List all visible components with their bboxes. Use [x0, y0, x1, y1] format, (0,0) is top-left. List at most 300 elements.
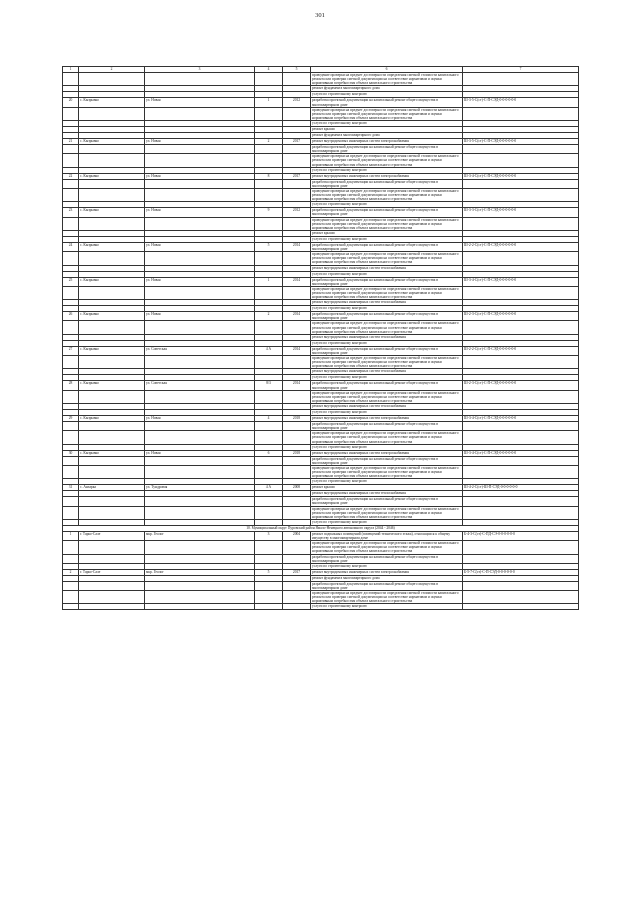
cell-text: разработка проектной документации на капитальный ремонт общего имущества в многоквартирном доме [311, 346, 463, 355]
cell-empty [255, 217, 283, 230]
cell-empty [79, 252, 145, 265]
cell-house: 3 [255, 531, 283, 540]
cell-empty [79, 107, 145, 120]
cell-empty [63, 145, 79, 154]
cell-empty [463, 286, 579, 299]
cell-empty [79, 179, 145, 188]
cell-empty [63, 154, 79, 167]
cell-empty [79, 465, 145, 478]
cell-text: ремонт внутридомовых инженерных систем электроснабжения [311, 416, 463, 422]
cell-empty [463, 465, 579, 478]
cell-text: разработка проектной документации на капитальный ремонт общего имущества в многоквартирном доме [311, 242, 463, 251]
cell-empty [463, 188, 579, 201]
cell-empty [63, 286, 79, 299]
header-cell: 3 [145, 67, 255, 73]
object-row [63, 346, 579, 355]
cell-no: 20 [63, 98, 79, 107]
cell-empty [255, 456, 283, 465]
cell-empty [463, 456, 579, 465]
cell-empty [63, 107, 79, 120]
cell-empty [463, 107, 579, 120]
cell-street: ул. Новая [145, 416, 255, 422]
work-row [63, 422, 579, 431]
cell-text: услуги по строительному контролю [311, 340, 463, 346]
cell-empty [63, 456, 79, 465]
work-row [63, 604, 579, 610]
cell-empty [463, 252, 579, 265]
cell-street: ул. Советская [145, 346, 255, 355]
cell-street: мкр. Геолог [145, 569, 255, 575]
cell-text: ремонт внутридомовых инженерных систем теплоснабжения [311, 369, 463, 375]
cell-text: услуги по строительному контролю [311, 236, 463, 242]
work-row [63, 390, 579, 403]
cell-empty [255, 286, 283, 299]
cell-empty [79, 217, 145, 230]
cell-empty [463, 422, 579, 431]
cell-text: проведение проверки на предмет достоверности определения сметной стоимости капитального ремонта или проверки сметной документации на соответствие нормативам и оценки нормативным потребностям объекта капитального строительства [311, 465, 463, 478]
cell-no: 23 [63, 208, 79, 217]
cell-text: ремонт внутридомовых инженерных систем электроснабжения [311, 139, 463, 145]
cell-text: ремонт внутридомовых инженерных систем теплоснабжения [311, 300, 463, 306]
cell-empty [283, 73, 311, 86]
cell-street: ул. Новая [145, 277, 255, 286]
cell-code: Ш-3-3-С(ст)-С-П-СЭД-0-0-0-0-0-0 [463, 208, 579, 217]
cell-text: разработка проектной документации на капитальный ремонт общего имущества в многоквартирном доме [311, 381, 463, 390]
cell-empty [255, 581, 283, 590]
cell-text: проведение проверки на предмет достоверности определения сметной стоимости капитального ремонта или проверки сметной документации на соответствие нормативам и оценки нормативным потребностям объекта капитального строительства [311, 506, 463, 519]
header-cell: 5 [283, 67, 311, 73]
cell-empty [145, 107, 255, 120]
cell-code: Ш-3-4-С(ст)-С-П-СЭД-0-0-0-0-0-0 [463, 450, 579, 456]
cell-empty [255, 252, 283, 265]
cell-empty [63, 541, 79, 554]
cell-text: проведение проверки на предмет достоверности определения сметной стоимости капитального ремонта или проверки сметной документации на соответствие нормативам и оценки нормативным потребностям объекта капитального строительства [311, 188, 463, 201]
cell-empty [79, 604, 145, 610]
cell-code: Ш-2-3-С(ст)-С-П-СЭД-0-0-0-0-0-0 [463, 312, 579, 321]
work-row [63, 541, 579, 554]
cell-text: ремонт крыши [311, 127, 463, 133]
cell-empty [63, 422, 79, 431]
cell-empty [463, 591, 579, 604]
cell-no: 31 [63, 485, 79, 491]
cell-empty [255, 188, 283, 201]
cell-place: с. Кызрывко [79, 139, 145, 145]
cell-text: ремонт внутридомовых инженерных систем теплоснабжения [311, 491, 463, 497]
cell-empty [283, 145, 311, 154]
object-row [63, 98, 579, 107]
work-row [63, 73, 579, 86]
cell-text: услуги по строительному контролю [311, 167, 463, 173]
object-row [63, 312, 579, 321]
cell-empty [283, 554, 311, 563]
cell-place: с. Кызрывко [79, 381, 145, 390]
work-row [63, 506, 579, 519]
cell-street: ул. Новая [145, 139, 255, 145]
cell-empty [145, 217, 255, 230]
cell-text: проведение проверки на предмет достоверности определения сметной стоимости капитального ремонта или проверки сметной документации на соответствие нормативам и оценки нормативным потребностям объекта капитального строительства [311, 107, 463, 120]
object-row [63, 381, 579, 390]
cell-empty [463, 145, 579, 154]
cell-text: разработка проектной документации на капитальный ремонт общего имущества в многоквартирном доме [311, 422, 463, 431]
cell-empty [463, 179, 579, 188]
cell-text: проведение проверки на предмет достоверности определения сметной стоимости капитального ремонта или проверки сметной документации на соответствие нормативам и оценки нормативным потребностям объекта капитального строительства [311, 541, 463, 554]
cell-empty [255, 497, 283, 506]
cell-text: разработка проектной документации на капитальный ремонт общего имущества в многоквартирном доме [311, 456, 463, 465]
cell-empty [283, 497, 311, 506]
cell-empty [463, 154, 579, 167]
capital-repair-table [62, 66, 579, 610]
cell-empty [255, 390, 283, 403]
cell-empty [63, 465, 79, 478]
cell-street: ул. Новая [145, 312, 255, 321]
work-row [63, 286, 579, 299]
cell-text: проведение проверки на предмет достоверности определения сметной стоимости капитального ремонта или проверки сметной документации на соответствие нормативам и оценки нормативным потребностям объекта капитального строительства [311, 356, 463, 369]
cell-no: 2 [63, 569, 79, 575]
cell-empty [79, 154, 145, 167]
cell-empty [145, 497, 255, 506]
cell-empty [463, 506, 579, 519]
cell-empty [463, 321, 579, 334]
header-cell: 1 [63, 67, 79, 73]
work-row [63, 188, 579, 201]
cell-empty [63, 179, 79, 188]
cell-empty [255, 541, 283, 554]
cell-year: 2014 [283, 381, 311, 390]
work-row [63, 154, 579, 167]
cell-empty [145, 554, 255, 563]
cell-empty [283, 252, 311, 265]
cell-text: услуги по строительному контролю [311, 271, 463, 277]
cell-text: услуги по строительному контролю [311, 479, 463, 485]
cell-text: услуги по строительному контролю [311, 306, 463, 312]
cell-text: услуги по строительному контролю [311, 410, 463, 416]
header-cell: 2 [79, 67, 145, 73]
cell-year: 2014 [283, 346, 311, 355]
cell-empty [79, 390, 145, 403]
cell-place: с. Кызрывко [79, 416, 145, 422]
cell-text: услуги по строительному контролю [311, 121, 463, 127]
cell-text: проведение проверки на предмет достоверности определения сметной стоимости капитального ремонта или проверки сметной документации на соответствие нормативам и оценки нормативным потребностям объекта капитального строительства [311, 286, 463, 299]
cell-no: 27 [63, 346, 79, 355]
cell-text: разработка проектной документации на капитальный ремонт общего имущества в многоквартирном доме [311, 179, 463, 188]
cell-empty [255, 154, 283, 167]
cell-empty [283, 431, 311, 444]
cell-empty [255, 554, 283, 563]
cell-empty [255, 179, 283, 188]
cell-empty [63, 604, 79, 610]
cell-empty [145, 154, 255, 167]
cell-code: Ш-3-4-С(ст)-С-П-СЭД-0-0-0-0-0-0 [463, 277, 579, 286]
object-row [63, 242, 579, 251]
cell-house: 1 [255, 277, 283, 286]
cell-house: 9 [255, 208, 283, 217]
object-row [63, 531, 579, 540]
cell-text: услуги по строительному контролю [311, 519, 463, 525]
cell-empty [79, 581, 145, 590]
object-row [63, 277, 579, 286]
cell-code: Ш-3-4-С(ст)-С-П-СЭД-0-0-0-0-0-0 [463, 416, 579, 422]
cell-text: услуги по строительному контролю [311, 444, 463, 450]
cell-year: 2017 [283, 139, 311, 145]
cell-empty [255, 321, 283, 334]
cell-empty [63, 506, 79, 519]
cell-place: с. Кызрывко [79, 242, 145, 251]
cell-code: Ш-3-5-С(ст)-С-П-СЭД-0-0-0-0-0-0 [463, 139, 579, 145]
cell-empty [145, 581, 255, 590]
cell-empty [145, 73, 255, 86]
cell-empty [283, 154, 311, 167]
work-row [63, 107, 579, 120]
header-cell: 7 [463, 67, 579, 73]
cell-text: проведение проверки на предмет достоверности определения сметной стоимости капитального ремонта или проверки сметной документации на соответствие нормативам и оценки нормативным потребностям объекта капитального строительства [311, 252, 463, 265]
cell-empty [255, 604, 283, 610]
cell-code: Ш-2-2-С(ст)-С-П-СЭД-0-0-0-0-0-0 [463, 346, 579, 355]
cell-empty [283, 456, 311, 465]
cell-text: ремонт фундамента многоквартирного дома [311, 575, 463, 581]
cell-house: 8/3 [255, 381, 283, 390]
cell-empty [79, 145, 145, 154]
cell-text: разработка проектной документации на капитальный ремонт общего имущества в многоквартирном доме [311, 581, 463, 590]
cell-text: ремонт внутридомовых инженерных систем электроснабжения [311, 569, 463, 575]
cell-empty [463, 604, 579, 610]
cell-code: Ш-2-2-С(ст)-С-П-СЭД-0-0-0-0-0-0 [463, 242, 579, 251]
cell-empty [283, 591, 311, 604]
cell-empty [463, 390, 579, 403]
cell-empty [283, 506, 311, 519]
work-row [63, 356, 579, 369]
cell-text: ремонт крыши [311, 485, 463, 491]
cell-street: ул. Тундровая [145, 485, 255, 491]
cell-empty [283, 188, 311, 201]
cell-street: ул. Новая [145, 208, 255, 217]
cell-empty [79, 431, 145, 444]
cell-year: 2008 [283, 485, 311, 491]
cell-empty [79, 554, 145, 563]
work-row [63, 252, 579, 265]
cell-place: с. Анзарка [79, 485, 145, 491]
cell-empty [63, 252, 79, 265]
cell-text: 10. Муниципальный округ Пуровский район Ямало-Ненецкого автономного округа (2044 - 2046) [63, 525, 579, 531]
cell-code: Ш-2-3-С(ст)-С-П-СЭД-0-0-0-0-0-0 [463, 381, 579, 390]
cell-no: 29 [63, 416, 79, 422]
cell-place: г. Тарко-Сале [79, 569, 145, 575]
work-row [63, 431, 579, 444]
cell-empty [463, 554, 579, 563]
cell-empty [145, 465, 255, 478]
cell-year: 2018 [283, 416, 311, 422]
cell-empty [255, 107, 283, 120]
cell-empty [145, 179, 255, 188]
cell-text: услуги по строительному контролю [311, 375, 463, 381]
cell-empty [79, 506, 145, 519]
cell-empty [283, 107, 311, 120]
table-body [63, 67, 579, 610]
cell-house: 8 [255, 173, 283, 179]
cell-house: 4 А [255, 346, 283, 355]
cell-place: с. Кызрывко [79, 173, 145, 179]
cell-empty [79, 356, 145, 369]
cell-empty [283, 390, 311, 403]
cell-empty [463, 541, 579, 554]
cell-empty [283, 356, 311, 369]
cell-text: проведение проверки на предмет достоверности определения сметной стоимости капитального ремонта или проверки сметной документации на соответствие нормативам и оценки нормативным потребностям объекта капитального строительства [311, 321, 463, 334]
cell-text: проведение проверки на предмет достоверности определения сметной стоимости капитального ремонта или проверки сметной документации на соответствие нормативам и оценки нормативным потребностям объекта капитального строительства [311, 390, 463, 403]
cell-empty [63, 390, 79, 403]
cell-no: 30 [63, 450, 79, 456]
cell-text: ремонт фундамента многоквартирного дома [311, 133, 463, 139]
cell-empty [255, 73, 283, 86]
cell-year: 2014 [283, 242, 311, 251]
cell-empty [145, 456, 255, 465]
page-number: 301 [315, 12, 325, 19]
cell-place: с. Кызрывко [79, 312, 145, 321]
cell-text: ремонт крыши [311, 230, 463, 236]
cell-code: Ш-4-2-С(ст)-Ш-П-СЭД-0-0-0-0-0-0 [463, 485, 579, 491]
cell-no: 26 [63, 312, 79, 321]
cell-empty [63, 188, 79, 201]
cell-text: разработка проектной документации на капитальный ремонт общего имущества в многоквартирном доме [311, 98, 463, 107]
cell-empty [79, 73, 145, 86]
work-row [63, 321, 579, 334]
cell-year: 2012 [283, 208, 311, 217]
cell-empty [79, 591, 145, 604]
cell-year: 2017 [283, 173, 311, 179]
cell-empty [283, 286, 311, 299]
cell-text: ремонт внутридомовых инженерных систем электроснабжения [311, 450, 463, 456]
cell-house: 4 А [255, 485, 283, 491]
cell-empty [63, 321, 79, 334]
cell-empty [63, 591, 79, 604]
cell-text: разработка проектной документации на капитальный ремонт общего имущества в многоквартирном доме [311, 497, 463, 506]
cell-place: с. Кызрывко [79, 346, 145, 355]
cell-empty [283, 321, 311, 334]
cell-text: разработка проектной документации на капитальный ремонт общего имущества в многоквартирном доме [311, 554, 463, 563]
cell-empty [283, 541, 311, 554]
cell-no: 28 [63, 381, 79, 390]
cell-street: ул. Новая [145, 173, 255, 179]
cell-empty [255, 506, 283, 519]
cell-place: с. Кызрывко [79, 277, 145, 286]
cell-text: проведение проверки на предмет достоверности определения сметной стоимости капитального ремонта или проверки сметной документации на соответствие нормативам и оценки нормативным потребностям объекта капитального строительства [311, 431, 463, 444]
cell-empty [463, 356, 579, 369]
cell-empty [255, 145, 283, 154]
cell-text: разработка проектной документации на капитальный ремонт общего имущества в многоквартирном доме [311, 145, 463, 154]
work-row [63, 145, 579, 154]
cell-empty [255, 422, 283, 431]
object-row [63, 208, 579, 217]
cell-house: 5 [255, 569, 283, 575]
cell-house: 2 [255, 139, 283, 145]
cell-empty [283, 422, 311, 431]
cell-empty [63, 217, 79, 230]
cell-empty [63, 497, 79, 506]
cell-empty [145, 252, 255, 265]
cell-text: услуги по строительному контролю [311, 92, 463, 98]
cell-empty [63, 554, 79, 563]
cell-empty [145, 422, 255, 431]
work-row [63, 581, 579, 590]
cell-place: с. Кызрывко [79, 208, 145, 217]
cell-no: 21 [63, 139, 79, 145]
cell-empty [283, 217, 311, 230]
cell-empty [145, 286, 255, 299]
cell-no: 1 [63, 531, 79, 540]
work-row [63, 591, 579, 604]
cell-empty [79, 422, 145, 431]
work-row [63, 465, 579, 478]
work-row [63, 179, 579, 188]
cell-empty [145, 390, 255, 403]
cell-empty [145, 604, 255, 610]
cell-empty [79, 541, 145, 554]
cell-text: проведение проверки на предмет достоверности определения сметной стоимости капитального ремонта или проверки сметной документации на соответствие нормативам и оценки нормативным потребностям объекта капитального строительства [311, 154, 463, 167]
cell-empty [145, 145, 255, 154]
cell-empty [79, 497, 145, 506]
cell-empty [463, 497, 579, 506]
cell-text: услуги по строительному контролю [311, 604, 463, 610]
cell-place: с. Кызрывко [79, 450, 145, 456]
cell-empty [255, 356, 283, 369]
cell-no: 22 [63, 173, 79, 179]
cell-no: 24 [63, 242, 79, 251]
cell-empty [255, 465, 283, 478]
cell-empty [145, 188, 255, 201]
cell-empty [145, 541, 255, 554]
cell-text: услуги по строительному контролю [311, 202, 463, 208]
work-row [63, 217, 579, 230]
cell-code: Б-4-3-С(ст)-С-ПД-СЭ-0-0-0-0-0-0 [463, 531, 579, 540]
cell-empty [63, 356, 79, 369]
cell-text: проведение проверки на предмет достоверности определения сметной стоимости капитального ремонта или проверки сметной документации на соответствие нормативам и оценки нормативным потребностям объекта капитального строительства [311, 591, 463, 604]
cell-text: ремонт внутридомовых инженерных систем теплоснабжения [311, 334, 463, 340]
header-cell: 4 [255, 67, 283, 73]
cell-empty [63, 581, 79, 590]
cell-place: г. Тарко-Сале [79, 531, 145, 540]
cell-text: проведение проверки на предмет достоверности определения сметной стоимости капитального ремонта или проверки сметной документации на соответствие нормативам и оценки нормативным потребностям объекта капитального строительства [311, 217, 463, 230]
cell-house: 5 [255, 242, 283, 251]
cell-house: 6 [255, 450, 283, 456]
cell-empty [255, 591, 283, 604]
cell-street: ул. Новая [145, 98, 255, 107]
cell-year: 2014 [283, 277, 311, 286]
cell-empty [283, 581, 311, 590]
cell-empty [283, 179, 311, 188]
work-row [63, 554, 579, 563]
cell-empty [145, 431, 255, 444]
cell-text: ремонт внутридомовых инженерных систем электроснабжения [311, 173, 463, 179]
cell-street: мкр. Геолог [145, 531, 255, 540]
cell-text: услуги по строительному контролю [311, 563, 463, 569]
cell-empty [463, 73, 579, 86]
cell-empty [283, 465, 311, 478]
cell-year: 2014 [283, 312, 311, 321]
cell-empty [463, 431, 579, 444]
cell-empty [463, 581, 579, 590]
cell-code: Б-5-7-С(ст)-С-П-СЭД-0-0-0-0-0-0 [463, 569, 579, 575]
cell-place: с. Кызрывко [79, 98, 145, 107]
cell-text: ремонт фундамента многоквартирного дома [311, 86, 463, 92]
cell-year: 2017 [283, 569, 311, 575]
cell-year: 2004 [283, 531, 311, 540]
work-row [63, 497, 579, 506]
cell-empty [145, 591, 255, 604]
work-row [63, 456, 579, 465]
cell-text: разработка проектной документации на капитальный ремонт общего имущества в многоквартирном доме [311, 277, 463, 286]
cell-empty [79, 188, 145, 201]
cell-street: ул. Новая [145, 450, 255, 456]
cell-year: 2018 [283, 450, 311, 456]
cell-house: 1 [255, 98, 283, 107]
